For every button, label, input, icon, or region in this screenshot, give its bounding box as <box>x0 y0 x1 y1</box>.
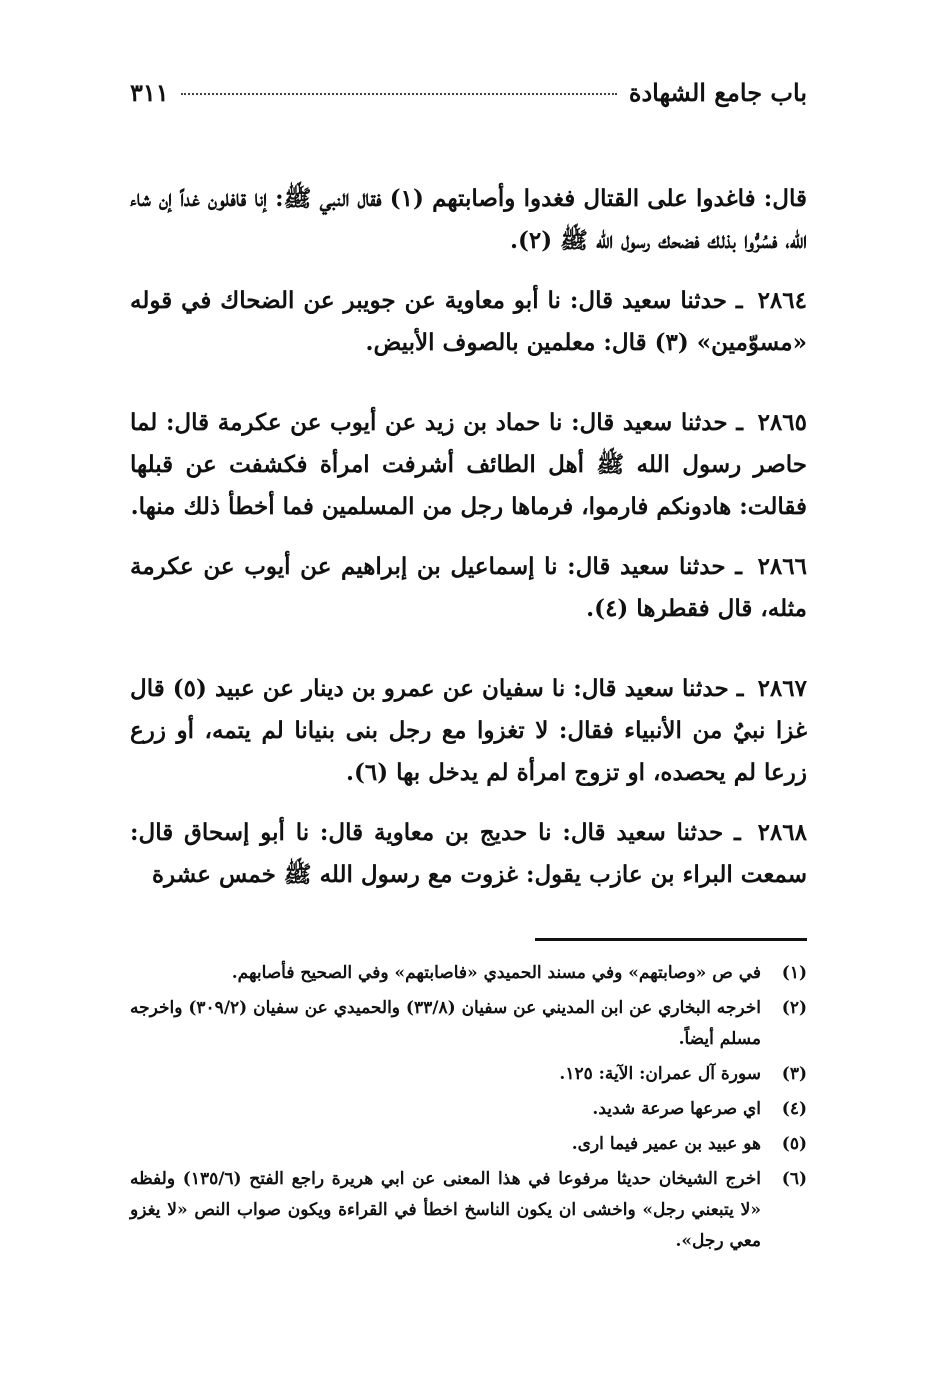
hadith-2868 <box>130 812 807 896</box>
hadith-2865 <box>130 402 807 528</box>
hadith-text: ـ حدثنا سعيد قال: نا إسماعيل بن إبراهيم عن أيوب عن عكرمة مثله، قال فقطرها (٤). <box>130 553 807 622</box>
footnote-number: (٥) <box>781 1134 807 1154</box>
footnote-number: (٦) <box>781 1169 807 1189</box>
hadith-2864 <box>130 280 807 364</box>
hadith-text: ـ حدثنا سعيد قال: نا أبو معاوية عن جويبر عن الضحاك في قوله «مسوّمين» (٣) قال: معلمين بالصوف الأبيض. <box>130 287 807 356</box>
footnote-text: في ص «وصابتهم» وفي مسند الحميدي «فاصابتهم» وفي الصحيح فأصابهم. <box>231 963 761 983</box>
chapter-title: باب جامع الشهادة <box>628 78 807 107</box>
paragraph-text: قال: فاغدوا على القتال فغدوا وأصابتهم (١) فقال النبي ﷺ: إنا قافلون غداً إن شاء الله، فسُرُّوا بذلك فضحك رسول الله ﷺ (٢). <box>130 185 807 254</box>
footnote-text: اخرج الشيخان حديثا مرفوعا في هذا المعنى عن ابي هريرة راجع الفتح (١٣٥/٦) ولفظه «لا يتبعني رجل» واخشى ان يكون الناسخ اخطأ في القراءة ويكون صواب النص «لا يغزو معي رجل». <box>130 1169 762 1251</box>
hadith-number: ٢٨٦٥ <box>757 409 807 436</box>
running-header <box>130 78 807 107</box>
footnotes <box>130 958 807 1261</box>
footnote-text: اي صرعها صرعة شديد. <box>592 1099 761 1119</box>
footnote <box>130 993 807 1055</box>
footnote <box>130 958 807 989</box>
hadith-text: ـ حدثنا سعيد قال: نا سفيان عن عمرو بن دينار عن عبيد (٥) قال غزا نبيٌ من الأنبياء فقال: لا تغزوا مع رجل بنى بنيانا لم يتمه، أو زرع زرعا لم يحصده، او تزوج امرأة لم يدخل بها (٦). <box>130 675 807 786</box>
hadith-2866 <box>130 546 807 630</box>
footnote-text: اخرجه البخاري عن ابن المديني عن سفيان (٣٣/٨) والحميدي عن سفيان (٣٠٩/٢) واخرجه مسلم أيضاً. <box>130 998 761 1049</box>
footnote-number: (٢) <box>781 998 807 1018</box>
footnote <box>130 1164 807 1257</box>
hadith-2867 <box>130 668 807 794</box>
footnote-text: سورة آل عمران: الآية: ١٢٥. <box>559 1064 761 1084</box>
footnote <box>130 1059 807 1090</box>
footnote-number: (١) <box>781 963 807 983</box>
main-text <box>130 178 807 914</box>
hadith-text: ـ حدثنا سعيد قال: نا حديج بن معاوية قال: نا أبو إسحاق قال: سمعت البراء بن عازب يقول: غزوت مع رسول الله ﷺ خمس عشرة <box>130 819 807 888</box>
hadith-number: ٢٨٦٨ <box>757 819 807 846</box>
hadith-number: ٢٨٦٦ <box>757 553 807 580</box>
footnote <box>130 1129 807 1160</box>
footnote-text: هو عبيد بن عمير فيما ارى. <box>571 1134 761 1154</box>
footnote-number: (٤) <box>781 1099 807 1119</box>
footnote <box>130 1094 807 1125</box>
hadith-number: ٢٨٦٤ <box>757 287 807 314</box>
footnote-number: (٣) <box>781 1064 807 1084</box>
dotted-leader <box>181 93 617 95</box>
footnote-separator <box>535 938 807 941</box>
page-number: ٣١١ <box>130 78 169 107</box>
hadith-text: ـ حدثنا سعيد قال: نا حماد بن زيد عن أيوب عن عكرمة قال: لما حاصر رسول الله ﷺ أهل الطائف أشرفت امرأة فكشفت عن قبلها فقالت: هادونكم فارموا، فرماها رجل من المسلمين فما أخطأ ذلك منها. <box>130 409 807 520</box>
hadith-number: ٢٨٦٧ <box>757 675 807 702</box>
paragraph-continuation <box>130 178 807 262</box>
